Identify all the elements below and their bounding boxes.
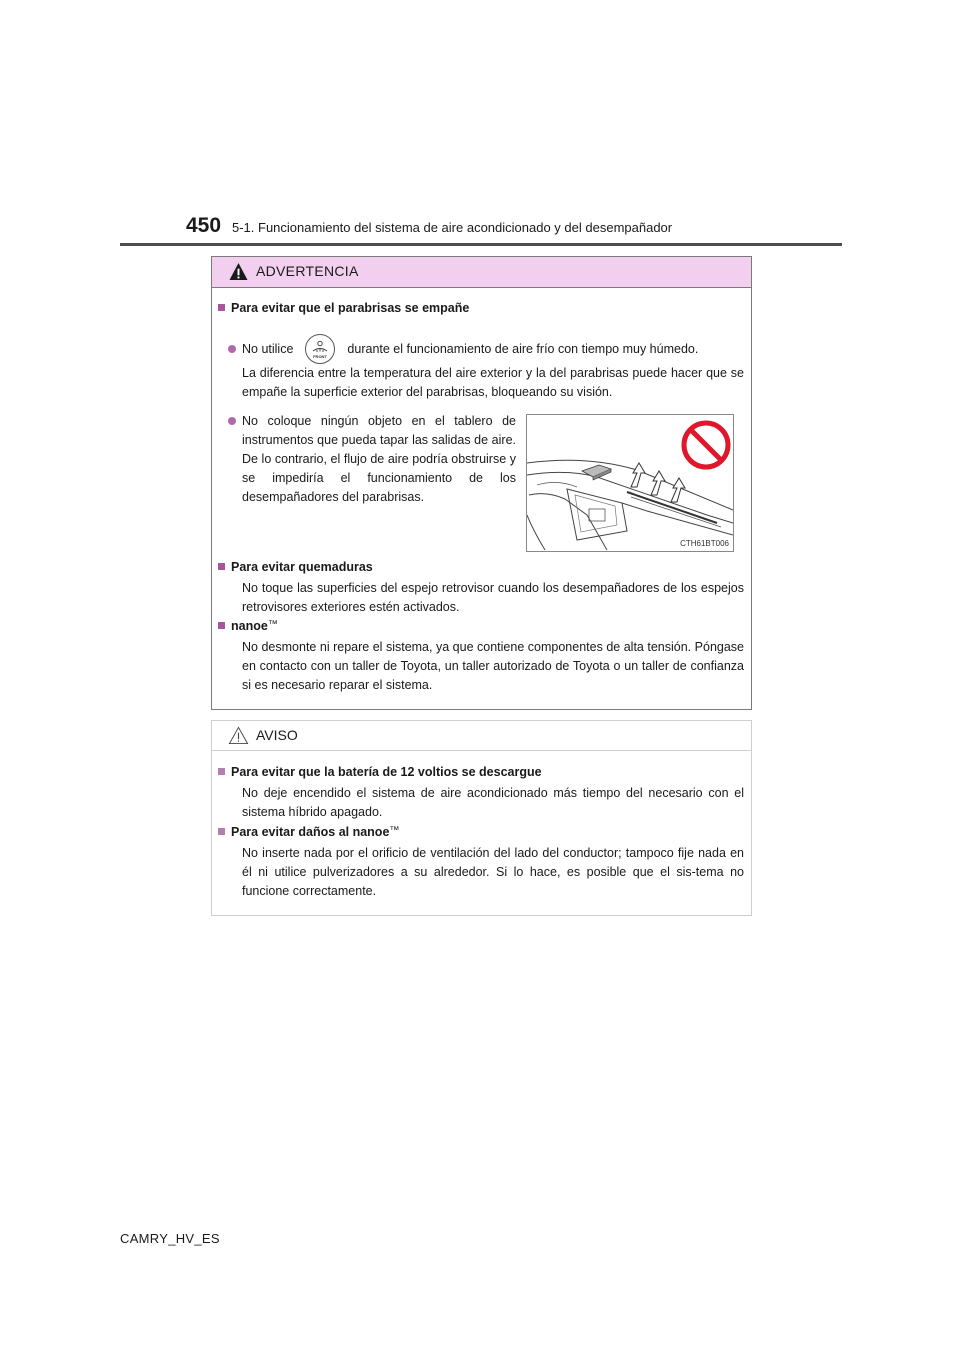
square-bullet-icon	[218, 768, 225, 775]
notice-battery-text: No deje encendido el sistema de aire acondicionado más tiempo del necesario con el sistema híbrido apagado.	[242, 786, 744, 819]
notice-title: AVISO	[256, 727, 298, 743]
notice-heading-nanoe: Para evitar daños al nanoe™	[218, 825, 399, 839]
section-title: 5-1. Funcionamiento del sistema de aire acondicionado y del desempañador	[232, 220, 673, 235]
warning-title: ADVERTENCIA	[256, 263, 359, 279]
prohibited-icon	[684, 423, 728, 467]
bullet1-before: No utilice	[242, 342, 294, 356]
warning-triangle-icon	[229, 262, 248, 281]
square-bullet-icon	[218, 622, 225, 629]
warning-heading-fog: Para evitar que el parabrisas se empañe	[218, 301, 469, 315]
header-rule	[120, 243, 842, 246]
warning-nanoe-text: No desmonte ni repare el sistema, ya que contiene componentes de alta tensión. Póngase en contacto con un taller de Toyota, un taller autorizado de Toyota o un taller de confianza si es necesario reparar el sistema.	[242, 640, 744, 692]
model-code: CAMRY_HV_ES	[120, 1231, 220, 1246]
notice-box	[211, 720, 752, 916]
warning-bullet-dashboard: No coloque ningún objeto en el tablero de instrumentos que pueda tapar las salidas de aire. De lo contrario, el flujo de aire podría obstruirse y se impediría el funcionamiento de los desempañadores del parabrisas.	[228, 412, 516, 507]
front-defroster-button-icon	[305, 334, 335, 364]
dot-bullet-icon	[228, 345, 236, 353]
warning-fog-explanation: La diferencia entre la temperatura del aire exterior y la del parabrisas puede hacer que se empañe la superficie exterior del parabrisas, bloqueando su visión.	[242, 366, 744, 399]
warning-heading-nanoe: nanoe™	[218, 619, 278, 633]
dashboard-vents-drawing	[527, 415, 733, 551]
warning-burns-text: No toque las superficies del espejo retrovisor cuando los desempañadores de los espejos retrovisores exteriores estén activados.	[242, 581, 744, 614]
notice-triangle-icon	[228, 726, 249, 745]
svg-text:FRONT: FRONT	[313, 354, 328, 359]
warning-header	[212, 257, 751, 288]
dashboard-illustration	[526, 414, 734, 552]
dot-bullet-icon	[228, 417, 236, 425]
notice-heading-battery: Para evitar que la batería de 12 voltios se descargue	[218, 765, 542, 779]
page-number: 450	[186, 214, 222, 237]
figure-code: CTH61BT006	[680, 539, 729, 548]
square-bullet-icon	[218, 828, 225, 835]
square-bullet-icon	[218, 304, 225, 311]
notice-nanoe-text: No inserte nada por el orificio de ventilación del lado del conductor; tampoco fije nada en él ni utilice pulverizadores a su alrededor. Si lo hace, es posible que el sis-tema no funcione correctamente.	[242, 846, 744, 898]
notice-header	[212, 721, 751, 751]
warning-bullet-front-button	[228, 334, 744, 364]
warning-heading-burns: Para evitar quemaduras	[218, 560, 373, 574]
bullet1-after: durante el funcionamiento de aire frío con tiempo muy húmedo.	[347, 342, 699, 356]
square-bullet-icon	[218, 563, 225, 570]
